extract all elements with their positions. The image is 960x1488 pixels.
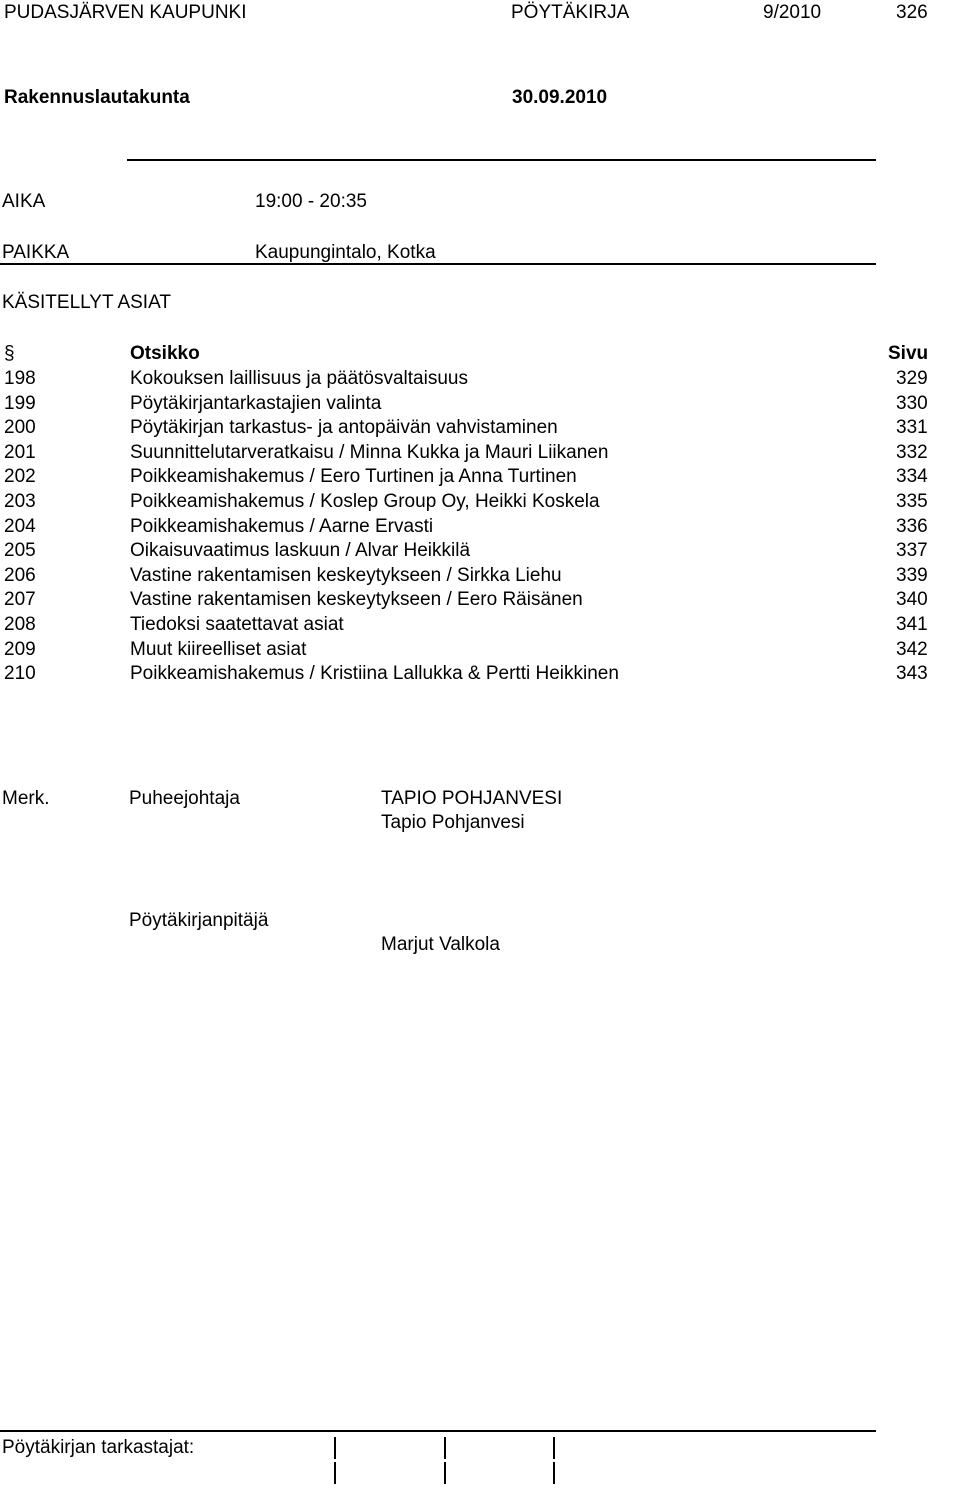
merk-label: Merk. xyxy=(2,788,50,809)
item-title: Pöytäkirjan tarkastus- ja antopäivän vahvistaminen xyxy=(130,417,558,439)
item-number: 210 xyxy=(4,663,36,685)
item-title: Kokouksen laillisuus ja päätösvaltaisuus xyxy=(130,368,468,389)
chair-role: Puheejohtaja xyxy=(129,788,240,809)
place-label: PAIKKA xyxy=(2,242,70,263)
item-page: 337 xyxy=(896,540,928,562)
item-title: Suunnittelutarveratkaisu / Minna Kukka ja Mauri Liikanen xyxy=(130,441,609,463)
inspectors-label: Pöytäkirjan tarkastajat: xyxy=(2,1437,195,1458)
item-page: 329 xyxy=(896,368,928,389)
item-number: 205 xyxy=(4,540,36,562)
time-value: 19:00 - 20:35 xyxy=(255,191,367,212)
item-number: 202 xyxy=(4,466,36,488)
item-title: Vastine rakentamisen keskeytykseen / Eero Räisänen xyxy=(130,589,583,611)
item-page: 330 xyxy=(896,392,928,414)
item-page: 334 xyxy=(896,466,928,488)
meeting-divider xyxy=(0,263,876,265)
item-page: 341 xyxy=(896,614,928,635)
item-number: 206 xyxy=(4,564,36,586)
item-number: 201 xyxy=(4,441,36,463)
item-number: 198 xyxy=(4,368,36,389)
item-title: Pöytäkirjantarkastajien valinta xyxy=(130,392,382,414)
section-symbol: § xyxy=(4,343,15,364)
column-title-header: Otsikko xyxy=(130,343,200,364)
place-value: Kaupungintalo, Kotka xyxy=(255,242,436,263)
document-number: 9/2010 xyxy=(763,2,822,23)
item-page: 335 xyxy=(896,491,928,512)
item-title: Muut kiireelliset asiat xyxy=(130,638,307,660)
item-title: Tiedoksi saatettavat asiat xyxy=(130,614,344,635)
item-page: 342 xyxy=(896,638,928,660)
page-number: 326 xyxy=(896,2,928,23)
item-title: Poikkeamishakemus / Kristiina Lallukka & Pertti Heikkinen xyxy=(130,663,619,685)
agenda-heading: KÄSITELLYT ASIAT xyxy=(2,292,171,313)
secretary-name: Marjut Valkola xyxy=(381,934,500,955)
item-title: Vastine rakentamisen keskeytykseen / Sirkka Liehu xyxy=(130,564,562,586)
item-page: 336 xyxy=(896,515,928,537)
item-page: 339 xyxy=(896,564,928,586)
item-page: 343 xyxy=(896,663,928,685)
item-title: Poikkeamishakemus / Eero Turtinen ja Anna Turtinen xyxy=(130,466,577,488)
item-number: 199 xyxy=(4,392,36,414)
signature-line xyxy=(553,1462,555,1484)
time-label: AIKA xyxy=(2,191,46,212)
signature-line xyxy=(553,1437,555,1459)
item-page: 332 xyxy=(896,441,928,463)
signature-line xyxy=(444,1462,446,1484)
item-number: 204 xyxy=(4,515,36,537)
item-number: 203 xyxy=(4,491,36,512)
footer-divider xyxy=(0,1430,876,1432)
item-number: 200 xyxy=(4,417,36,439)
chair-name-upper: TAPIO POHJANVESI xyxy=(381,788,563,809)
document-type: PÖYTÄKIRJA xyxy=(511,2,630,23)
item-page: 340 xyxy=(896,589,928,611)
committee-name: Rakennuslautakunta xyxy=(4,87,190,108)
item-number: 209 xyxy=(4,638,36,660)
organization-name: PUDASJÄRVEN KAUPUNKI xyxy=(4,2,247,23)
item-page: 331 xyxy=(896,417,928,439)
item-title: Oikaisuvaatimus laskuun / Alvar Heikkilä xyxy=(130,540,471,562)
item-title: Poikkeamishakemus / Koslep Group Oy, Heikki Koskela xyxy=(130,491,600,512)
item-title: Poikkeamishakemus / Aarne Ervasti xyxy=(130,515,434,537)
header-divider xyxy=(127,159,876,161)
secretary-role: Pöytäkirjanpitäjä xyxy=(129,910,269,931)
column-page-header: Sivu xyxy=(888,343,929,364)
item-number: 207 xyxy=(4,589,36,611)
chair-name: Tapio Pohjanvesi xyxy=(381,812,525,833)
signature-line xyxy=(334,1437,336,1459)
signature-line xyxy=(334,1462,336,1484)
item-number: 208 xyxy=(4,614,36,635)
meeting-date: 30.09.2010 xyxy=(512,87,608,108)
signature-line xyxy=(444,1437,446,1459)
